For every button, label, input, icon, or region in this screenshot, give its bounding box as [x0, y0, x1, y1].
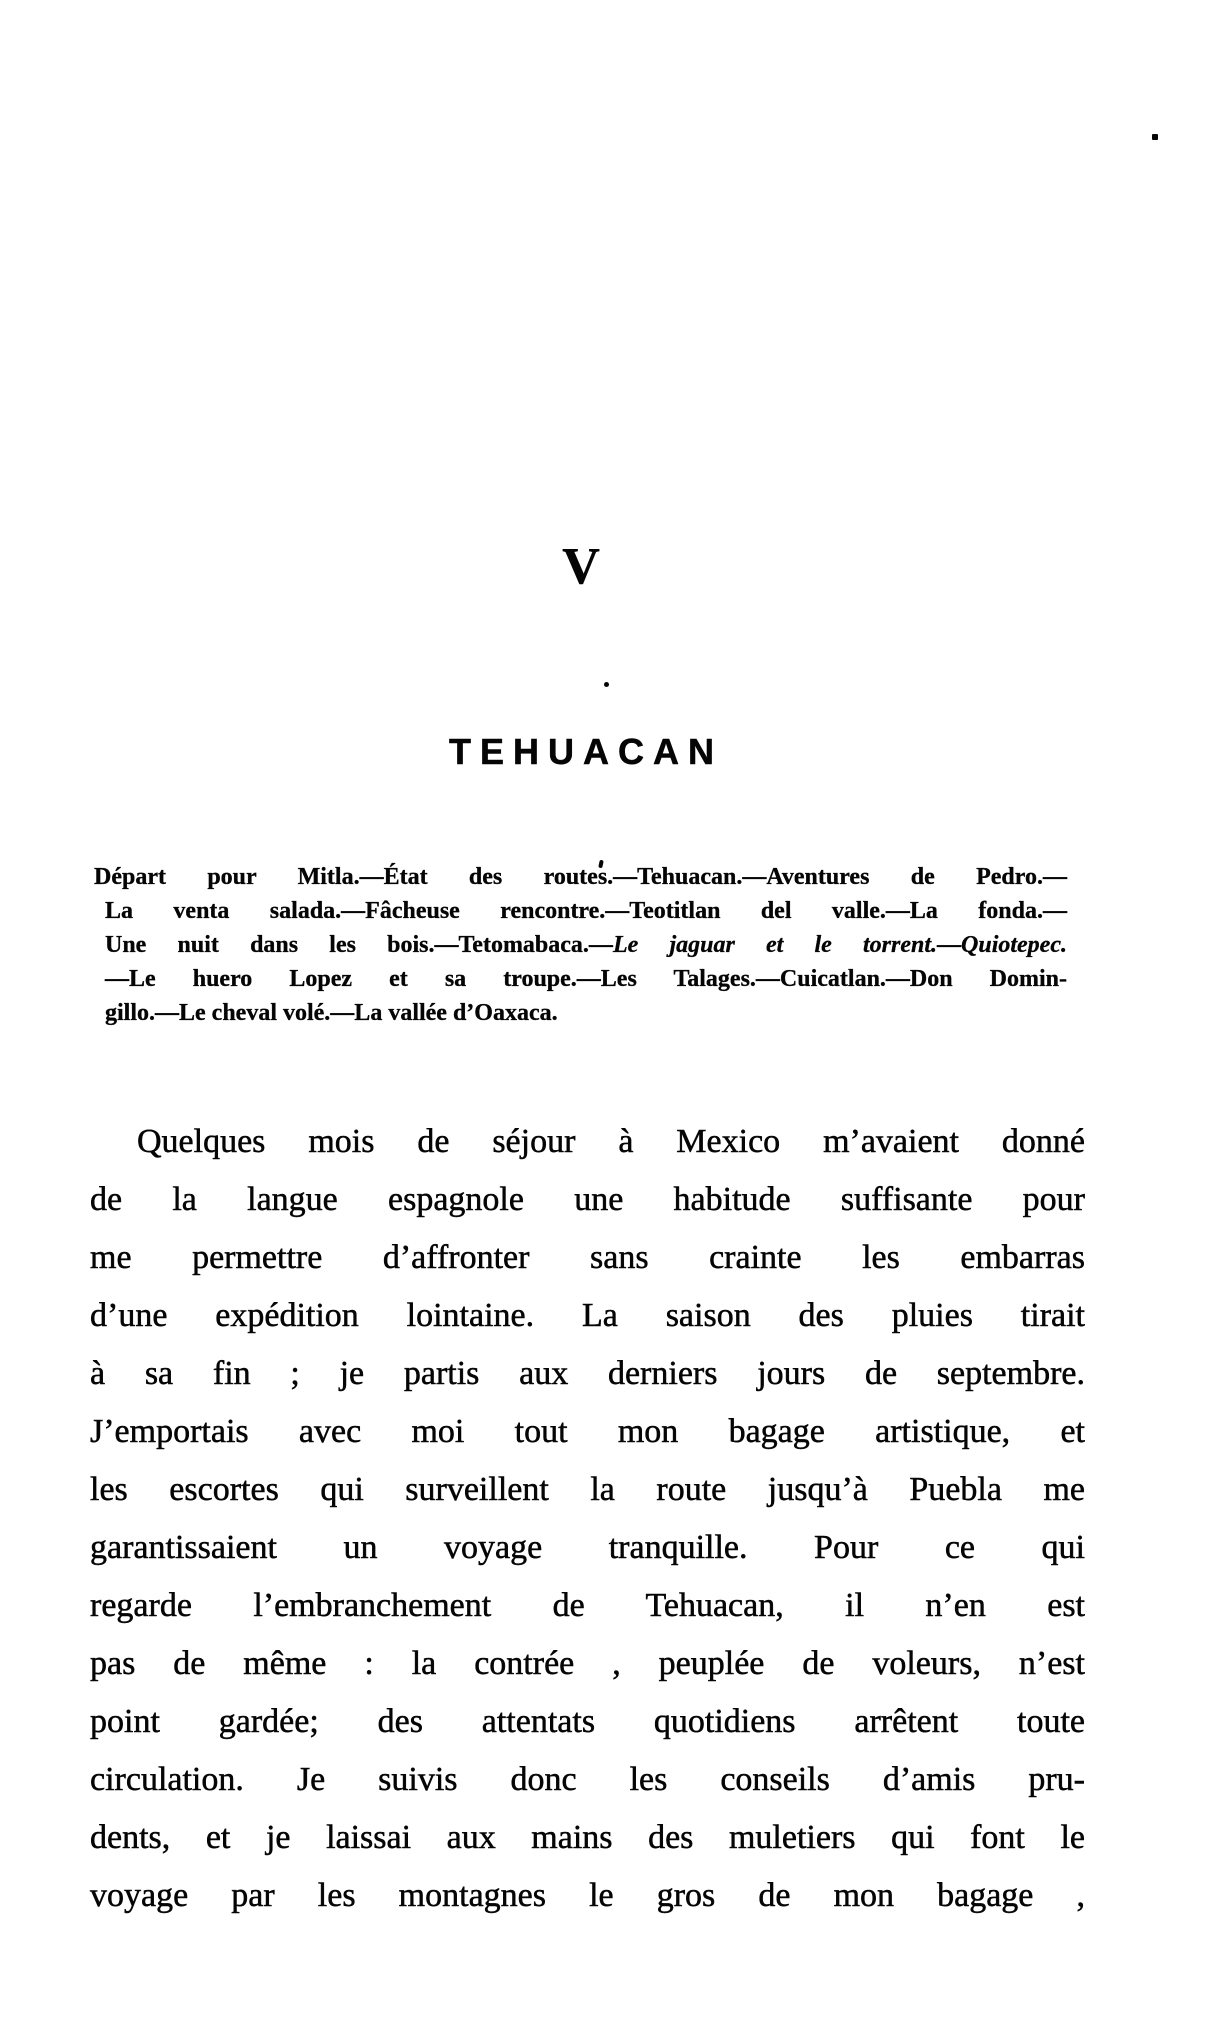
body-text-line: à sa fin ; je partis aux derniers jours de septembre.	[90, 1355, 1085, 1392]
body-text-line: voyage par les montagnes le gros de mon bagage ,	[90, 1877, 1085, 1914]
body-text-line: les escortes qui surveillent la route jusqu’à Puebla me	[90, 1471, 1085, 1508]
body-text-line: Quelques mois de séjour à Mexico m’avaient donné	[137, 1123, 1085, 1160]
body-text-line: dents, et je laissai aux mains des muletiers qui font le	[90, 1819, 1085, 1856]
ink-speck	[1152, 134, 1158, 140]
summary-line: Départ pour Mitla.—État des routes.—Tehuacan.—Aventures de Pedro.—	[94, 864, 1067, 890]
chapter-number: V	[562, 538, 601, 595]
body-text-line: me permettre d’affronter sans crainte les embarras	[90, 1239, 1085, 1276]
chapter-summary	[94, 860, 1067, 1030]
summary-line: gillo.—Le cheval volé.—La vallée d’Oaxaca.	[105, 1000, 558, 1026]
chapter-title: TEHUACAN	[449, 731, 723, 772]
body-text-line: point gardée; des attentats quotidiens arrêtent toute	[90, 1703, 1085, 1740]
summary-line: La venta salada.—Fâcheuse rencontre.—Teotitlan del valle.—La fonda.—	[105, 898, 1067, 924]
summary-line: Une nuit dans les bois.—Tetomabaca.—Le jaguar et le torrent.—Quiotepec.	[105, 932, 1067, 958]
body-text-line: J’emportais avec moi tout mon bagage artistique, et	[90, 1413, 1085, 1450]
summary-line: —Le huero Lopez et sa troupe.—Les Talages.—Cuicatlan.—Don Domin-	[105, 966, 1067, 992]
body-paragraph	[90, 1113, 1085, 1925]
separator-dot	[604, 682, 609, 687]
body-text-line: regarde l’embranchement de Tehuacan, il n’en est	[90, 1587, 1085, 1624]
body-text-line: garantissaient un voyage tranquille. Pour ce qui	[90, 1529, 1085, 1566]
body-text-line: d’une expédition lointaine. La saison des pluies tirait	[90, 1297, 1085, 1334]
body-text-line: circulation. Je suivis donc les conseils d’amis pru-	[90, 1761, 1085, 1798]
body-text-line: pas de même : la contrée , peuplée de voleurs, n’est	[90, 1645, 1085, 1682]
body-text-line: de la langue espagnole une habitude suffisante pour	[90, 1181, 1085, 1218]
